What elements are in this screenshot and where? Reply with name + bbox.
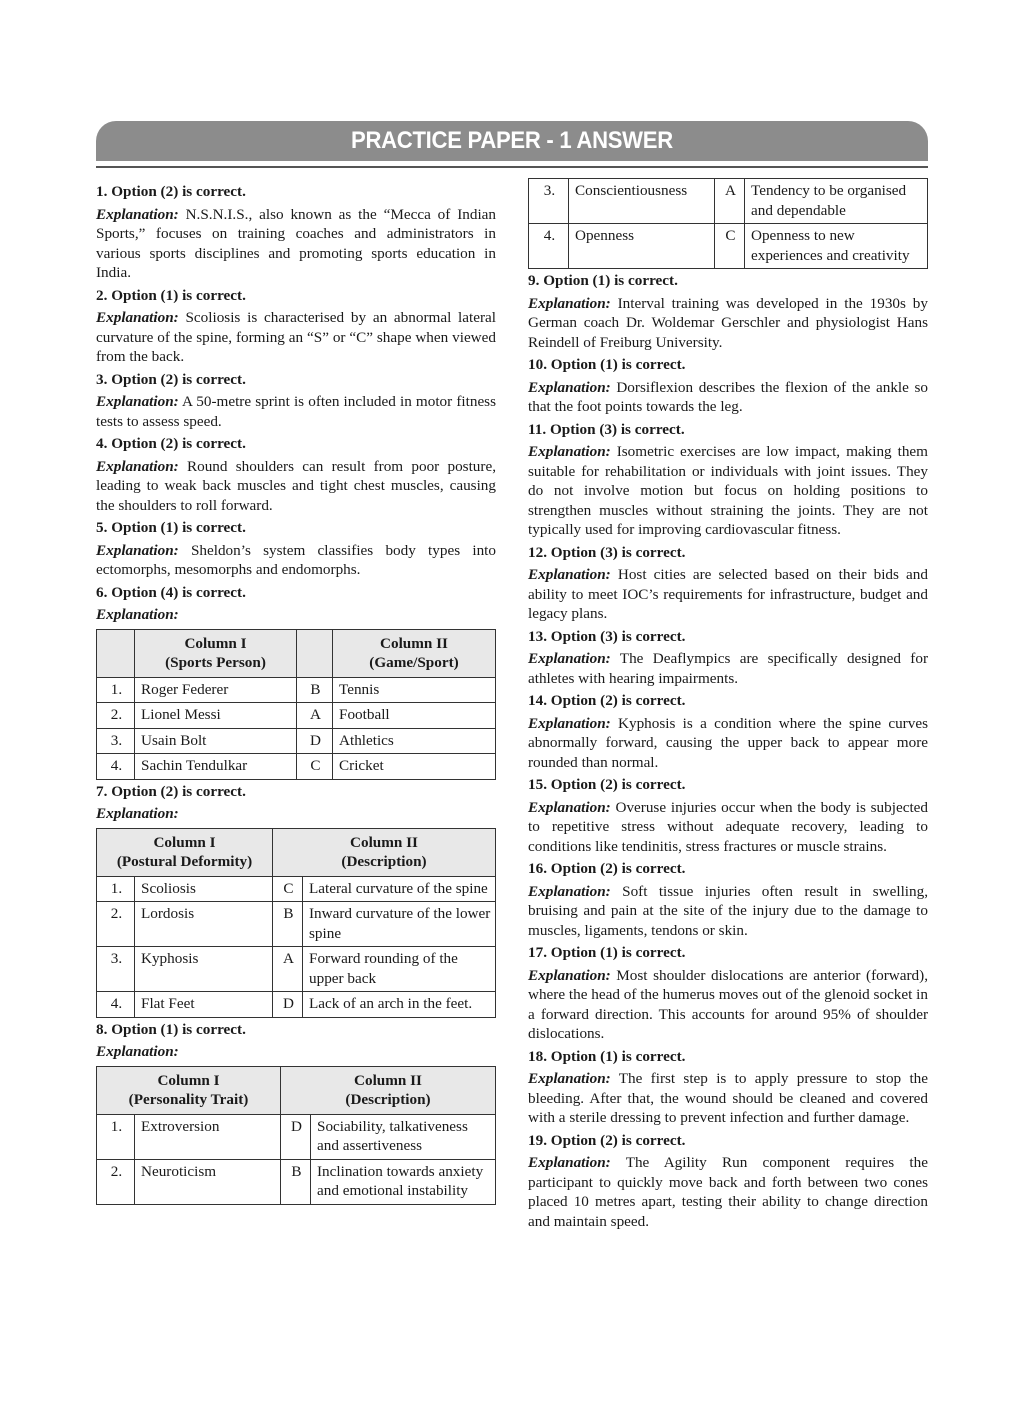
explanation-text: The Deaflympics are specifically designed for athletes with hearing impairments.: [528, 650, 928, 687]
answer-heading: 17. Option (1) is correct.: [528, 944, 686, 961]
answer-block-3: [96, 370, 496, 432]
table-row: 3. Kyphosis A Forward rounding of the upper back: [97, 947, 496, 992]
table-header-column-2: Column II (Description): [281, 1066, 496, 1114]
match-table-postural: [96, 828, 496, 1018]
explanation-text: Sheldon’s system classifies body types into ectomorphs, mesomorphs and endomorphs.: [96, 541, 496, 578]
table-row: 2. Neuroticism B Inclination towards anxiety and emotional instability: [97, 1159, 496, 1204]
table-header-row: [97, 629, 496, 677]
answer-block-10: [528, 355, 928, 417]
explanation: [528, 442, 928, 540]
answer-block-9: [528, 271, 928, 352]
table-row: 1. Roger Federer B Tennis: [97, 677, 496, 703]
explanation-label: Explanation:: [528, 650, 611, 667]
answer-block-14: [528, 691, 928, 772]
table-header-blank: [297, 629, 333, 677]
answer-heading: 18. Option (1) is correct.: [528, 1047, 686, 1065]
table-row: 4. Sachin Tendulkar C Cricket: [97, 754, 496, 780]
explanation: [96, 205, 496, 283]
table-header-column-1: Column I (Sports Person): [135, 629, 297, 677]
explanation: [528, 1069, 928, 1128]
explanation-label: Explanation:: [96, 205, 179, 223]
answer-block-5: [96, 518, 496, 580]
explanation-text: Host cities are selected based on their bids and ability to meet IOC’s requirements for infrastructure, budget and legacy plans.: [528, 566, 928, 622]
explanation: [528, 714, 928, 773]
answer-heading: 19. Option (2) is correct.: [528, 1131, 686, 1149]
answer-heading: 7. Option (2) is correct.: [96, 782, 246, 800]
explanation: [96, 605, 496, 625]
explanation-label: Explanation:: [528, 798, 611, 816]
explanation-text: Scoliosis is characterised by an abnormal lateral curvature of the spine, forming an “S” or “C” shape when viewed from the back.: [96, 309, 496, 365]
left-column: [96, 182, 496, 1207]
table-row: 3. Usain Bolt D Athletics: [97, 728, 496, 754]
table-row: 3. Conscientiousness A Tendency to be organised and dependable: [529, 179, 928, 224]
explanation-label: Explanation:: [528, 1154, 611, 1171]
explanation: [96, 457, 496, 516]
table-header-row: [97, 1066, 496, 1114]
table-row: 1. Extroversion D Sociability, talkativeness and assertiveness: [97, 1114, 496, 1159]
answer-heading: 6. Option (4) is correct.: [96, 583, 246, 601]
match-table-sports: [96, 629, 496, 780]
explanation-label: Explanation:: [528, 566, 611, 583]
explanation-text: N.S.N.I.S., also known as the “Mecca of Indian Sports,” focuses on training coaches and administrators in various sports disciplines and promoting sports education in India.: [96, 205, 496, 281]
explanation-text: The Agility Run component requires the participant to quickly move back and forth between two cones placed 10 metres apart, testing their ability to change direction and maintain speed.: [528, 1154, 928, 1230]
explanation-label: Explanation:: [96, 457, 179, 475]
explanation-label: Explanation:: [528, 443, 611, 460]
page-title: PRACTICE PAPER - 1 ANSWER: [351, 127, 673, 154]
explanation-label: Explanation:: [96, 309, 179, 326]
explanation-label: Explanation:: [528, 294, 611, 312]
explanation: [528, 378, 928, 417]
answer-heading: 16. Option (2) is correct.: [528, 860, 686, 877]
answer-heading: 15. Option (2) is correct.: [528, 776, 686, 793]
answer-heading: 3. Option (2) is correct.: [96, 370, 246, 388]
explanation-label: Explanation:: [528, 378, 611, 396]
explanation-text: Soft tissue injuries often result in swelling, bruising and pain at the site of the injury due to the damage to muscles, ligaments, tendons or skin.: [528, 882, 928, 939]
explanation: [96, 804, 496, 824]
table-row: 4. Flat Feet D Lack of an arch in the feet.: [97, 992, 496, 1018]
explanation: [96, 541, 496, 580]
table-row: 4. Openness C Openness to new experiences and creativity: [529, 224, 928, 269]
explanation: [528, 565, 928, 624]
right-column: [528, 182, 928, 1234]
explanation-label: Explanation:: [528, 882, 611, 900]
explanation-text: Isometric exercises are low impact, making them suitable for rehabilitation or individuals with joint issues. They do not involve motion but focus on holding positions to strengthen muscles without straining the joints. They are not typically used for improving cardiovascular fitness.: [528, 443, 928, 538]
answer-block-1: [96, 182, 496, 283]
explanation: [528, 649, 928, 688]
answer-heading: 5. Option (1) is correct.: [96, 519, 246, 536]
answer-heading: 4. Option (2) is correct.: [96, 435, 246, 452]
answer-block-11: [528, 420, 928, 540]
explanation-text: Kyphosis is a condition where the spine curves abnormally forward, causing the upper back to appear more rounded than normal.: [528, 714, 928, 771]
answer-block-18: [528, 1047, 928, 1128]
explanation-text: Round shoulders can result from poor posture, leading to weak back muscles and tight chest muscles, causing the shoulders to roll forward.: [96, 457, 496, 514]
table-row: 2. Lordosis B Inward curvature of the lower spine: [97, 902, 496, 947]
explanation-label: Explanation:: [96, 541, 179, 559]
match-table-personality-continued: [528, 178, 928, 269]
explanation: [96, 1042, 496, 1062]
explanation-label: Explanation:: [96, 1043, 179, 1060]
answer-heading: 8. Option (1) is correct.: [96, 1020, 246, 1038]
answer-block-8: [96, 1020, 496, 1205]
answer-heading: 2. Option (1) is correct.: [96, 286, 246, 304]
explanation-label: Explanation:: [96, 393, 179, 410]
explanation-text: Dorsiflexion describes the flexion of the ankle so that the foot points towards the leg.: [528, 378, 928, 415]
table-header-blank: [97, 629, 135, 677]
explanation: [528, 1153, 928, 1231]
answer-heading: 12. Option (3) is correct.: [528, 543, 686, 561]
answer-block-19: [528, 1131, 928, 1232]
answer-block-15: [528, 775, 928, 856]
explanation-text: Most shoulder dislocations are anterior (forward), where the head of the humerus moves out of the glenoid socket in a forward direction. This accounts for around 95% of shoulder dislocations.: [528, 966, 928, 1042]
explanation-text: A 50-metre sprint is often included in motor fitness tests to assess speed.: [96, 393, 496, 430]
explanation-label: Explanation:: [528, 714, 611, 732]
explanation: [528, 882, 928, 941]
answer-block-2: [96, 286, 496, 367]
table-header-column-1: Column I (Personality Trait): [97, 1066, 281, 1114]
answer-heading: 1. Option (2) is correct.: [96, 183, 246, 200]
answer-block-7: [96, 782, 496, 1018]
explanation-label: Explanation:: [528, 1070, 611, 1087]
explanation-text: The first step is to apply pressure to stop the bleeding. After that, the wound should be cleaned and covered with a sterile dressing to prevent infection and further damage.: [528, 1070, 928, 1126]
answer-block-17: [528, 943, 928, 1044]
answer-heading: 13. Option (3) is correct.: [528, 627, 686, 645]
explanation: [96, 392, 496, 431]
match-table-personality: [96, 1066, 496, 1205]
answer-heading: 14. Option (2) is correct.: [528, 692, 686, 709]
explanation-label: Explanation:: [96, 606, 179, 623]
answer-block-13: [528, 627, 928, 689]
table-header-column-2: Column II (Game/Sport): [333, 629, 496, 677]
table-row: 2. Lionel Messi A Football: [97, 703, 496, 729]
answer-heading: 10. Option (1) is correct.: [528, 356, 686, 373]
explanation: [528, 966, 928, 1044]
explanation-text: Interval training was developed in the 1930s by German coach Dr. Woldemar Gerschler and physiologist Hans Reindell of Freiburg University.: [528, 294, 928, 351]
explanation-label: Explanation:: [96, 805, 179, 822]
header-divider: [96, 166, 928, 168]
answer-block-6: [96, 583, 496, 780]
table-header-row: [97, 828, 496, 876]
answer-block-12: [528, 543, 928, 624]
table-row: 1. Scoliosis C Lateral curvature of the spine: [97, 876, 496, 902]
explanation-label: Explanation:: [528, 966, 611, 984]
table-header-column-2: Column II (Description): [273, 828, 496, 876]
answer-heading: 11. Option (3) is correct.: [528, 420, 685, 438]
explanation: [96, 308, 496, 367]
explanation: [528, 294, 928, 353]
explanation-text: Overuse injuries occur when the body is subjected to repetitive stress without adequate recovery, leading to conditions like tendinitis, stress fractures or muscle strains.: [528, 798, 928, 855]
explanation: [528, 798, 928, 857]
answer-block-4: [96, 434, 496, 515]
page-header-banner: [96, 121, 928, 161]
answer-block-16: [528, 859, 928, 940]
table-header-column-1: Column I (Postural Deformity): [97, 828, 273, 876]
answer-heading: 9. Option (1) is correct.: [528, 272, 678, 289]
